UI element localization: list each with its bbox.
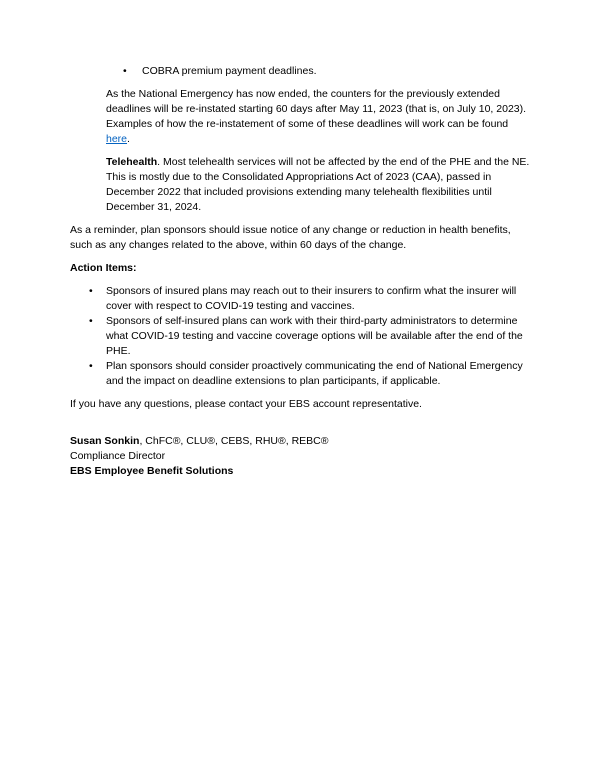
signature-title: Compliance Director [70,450,166,462]
bullet-icon: • [89,315,93,327]
paragraph-telehealth [106,155,532,215]
signature-name: Susan Sonkin [70,435,140,447]
signature-credentials: , ChFC®, CLU®, CEBS, RHU®, REBC® [139,435,329,447]
paragraph-reminder: As a reminder, plan sponsors should issue notice of any change or reduction in health benefits, such as any changes related to the above, within 60 days of the change. [70,224,511,251]
paragraph-national-emergency [106,87,532,147]
ne-paragraph-text: As the National Emergency has now ended, the counters for the previously extended deadlines will be re-instated starting 60 days after May 11, 2023 (that is, on July 10, 2023). Examples of how the re-instatement of some of these deadlines will work can be found [106,88,527,130]
cobra-bullet-text: COBRA premium payment deadlines. [142,65,317,77]
here-link[interactable]: here [106,133,128,145]
action-items-heading: Action Items: [70,262,137,274]
action-items-list [70,284,532,389]
action-item-text: Sponsors of insured plans may reach out to their insurers to confirm what the insurer will cover with respect to COVID-19 testing and vaccines. [106,285,517,312]
bullet-icon: • [123,65,127,77]
paragraph-questions: If you have any questions, please contact your EBS account representative. [70,398,422,410]
action-list-item [89,314,532,359]
ne-paragraph-period: . [127,133,130,145]
action-list-item [89,359,532,389]
telehealth-lead-label: Telehealth [106,156,158,168]
signature-name-line [70,434,532,449]
cobra-bullet-item [123,64,532,79]
action-item-text: Plan sponsors should consider proactively communicating the end of National Emergency and the impact on deadline extensions to plan participants, if applicable. [106,360,523,387]
signature-company: EBS Employee Benefit Solutions [70,465,234,477]
signature-block [70,434,532,479]
bullet-icon: • [89,285,93,297]
bullet-icon: • [89,360,93,372]
action-item-text: Sponsors of self-insured plans can work with their third-party administrators to determine what COVID-19 testing and vaccine coverage options will be available after the end of the PHE. [106,315,523,357]
action-list-item [89,284,532,314]
telehealth-paragraph-text: . Most telehealth services will not be affected by the end of the PHE and the NE. This is mostly due to the Consolidated Appropriations Act of 2023 (CAA), passed in December 2022 that included provisions extending many telehealth flexibilities until December 31, 2024. [106,156,530,213]
